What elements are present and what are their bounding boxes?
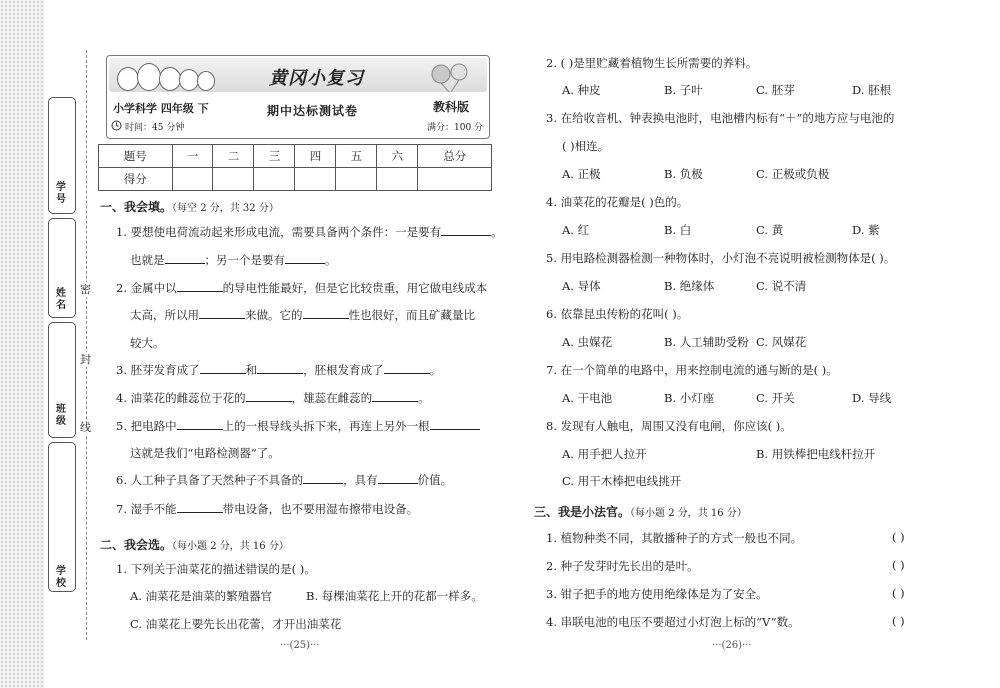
section1-heading: 一、我会填。 <box>100 200 173 214</box>
choice-option[interactable]: D. 胚根 <box>852 83 892 97</box>
time-limit: 时间：45 分钟 <box>125 123 185 133</box>
question-text: 。 <box>325 253 337 267</box>
question-text: 。 <box>491 225 503 239</box>
score-input-cell[interactable] <box>418 168 492 191</box>
choice-option[interactable]: C. 开关 <box>756 391 795 405</box>
question-text: 4. 油菜花的雌蕊位于花的 <box>116 391 246 405</box>
fill-question-5-cont: 这就是我们“电路检测器”了。 <box>130 446 280 460</box>
answer-blank[interactable] <box>303 472 343 484</box>
seal-line <box>86 50 87 640</box>
choice-question-8: 8. 发现有人触电，周围又没有电闸，你应该( )。 <box>546 419 792 433</box>
fill-question-2-end: 较大。 <box>130 336 165 350</box>
choice-option[interactable]: C. 正极或负极 <box>756 167 830 181</box>
answer-blank[interactable] <box>177 418 223 430</box>
page-number-text: 25 <box>293 640 307 651</box>
edition-label: 教科版 <box>433 100 470 114</box>
judge-item-2: 2. 种子发芽时先长出的是叶。 <box>546 559 699 573</box>
choice-option[interactable]: D. 紫 <box>852 223 880 237</box>
choice-option[interactable]: A. 虫媒花 <box>562 335 613 349</box>
score-input-cell[interactable] <box>172 168 213 191</box>
score-input-cell[interactable] <box>295 168 336 191</box>
choice-option[interactable]: D. 导线 <box>852 391 892 405</box>
choice-question-6: 6. 依靠昆虫传粉的花叫( )。 <box>546 307 689 321</box>
section1-title <box>100 198 279 215</box>
fill-question-6 <box>116 472 452 488</box>
score-cell: 总分 <box>418 145 492 168</box>
question-text: ，雄蕊在雌蕊的 <box>291 391 373 405</box>
score-table-header-row <box>99 145 492 168</box>
answer-blank[interactable] <box>257 362 303 374</box>
seal-char-mi: 密 <box>80 283 91 296</box>
choice-option[interactable]: C. 说不清 <box>756 279 807 293</box>
choice-question-4: 4. 油菜花的花瓣是( )色的。 <box>546 195 689 209</box>
seal-char-feng: 封 <box>80 353 91 366</box>
page-number-left: ···(25)··· <box>280 640 320 651</box>
brand-banner <box>109 58 487 92</box>
fill-question-1-cont <box>130 252 337 268</box>
section2-title <box>100 536 289 553</box>
question-text: 。 <box>418 391 430 405</box>
question-text: 也就是 <box>130 253 165 267</box>
fill-question-2-cont <box>130 307 475 323</box>
section3-title <box>534 503 747 520</box>
choice-option[interactable]: B. 用铁棒把电线杆拉开 <box>756 447 876 461</box>
clock-icon <box>111 120 122 131</box>
choice-question-3: 3. 在给收音机、钟表换电池时，电池槽内标有“＋”的地方应与电池的 <box>546 111 895 125</box>
choice-option[interactable]: C. 油菜花上要先长出花蕾，才开出油菜花 <box>130 617 342 631</box>
answer-blank[interactable] <box>430 418 480 430</box>
answer-blank[interactable] <box>441 224 491 236</box>
brand-title: 黄冈小复习 <box>269 68 364 89</box>
judge-answer-paren[interactable]: ( ) <box>892 558 905 572</box>
question-text: 太高，所以用 <box>130 308 199 322</box>
choice-question-7: 7. 在一个简单的电路中，用来控制电流的通与断的是( )。 <box>546 363 838 377</box>
kids-illustration <box>115 61 215 91</box>
score-cell: 题号 <box>99 145 173 168</box>
fill-question-1 <box>116 224 503 240</box>
choice-option[interactable]: A. 正极 <box>562 167 601 181</box>
margin-pattern <box>0 0 44 688</box>
fill-question-4 <box>116 390 430 406</box>
answer-blank[interactable] <box>200 362 246 374</box>
score-input-cell[interactable] <box>377 168 418 191</box>
page-number-right: ···(26)··· <box>712 640 752 651</box>
balloon-hearts-icon <box>427 62 477 92</box>
judge-answer-paren[interactable]: ( ) <box>892 530 905 544</box>
judge-answer-paren[interactable]: ( ) <box>892 614 905 628</box>
fill-question-7 <box>116 501 418 517</box>
answer-blank[interactable] <box>378 472 418 484</box>
question-text: 1. 要想使电荷流动起来形成电流，需要具备两个条件：一是要有 <box>116 225 442 239</box>
page-number-text: 26 <box>725 640 739 651</box>
fill-question-2 <box>116 280 487 296</box>
choice-option[interactable]: B. 绝缘体 <box>664 279 715 293</box>
choice-option[interactable]: C. 胚芽 <box>756 83 795 97</box>
choice-option[interactable]: B. 小灯座 <box>664 391 715 405</box>
score-row-label: 得分 <box>99 168 173 191</box>
question-text: 价值。 <box>417 473 453 487</box>
score-cell: 一 <box>172 145 213 168</box>
answer-blank[interactable] <box>384 362 430 374</box>
answer-blank[interactable] <box>246 390 292 402</box>
score-cell: 五 <box>336 145 377 168</box>
choice-question-2: 2. ( )是里贮藏着植物生长所需要的养料。 <box>546 56 758 70</box>
question-text: 性也很好，而且矿藏量比 <box>348 308 475 322</box>
judge-item-3: 3. 钳子把手的地方使用绝缘体是为了安全。 <box>546 587 768 601</box>
question-text: 6. 人工种子具备了天然种子不具备的 <box>116 473 304 487</box>
fill-question-3 <box>116 362 441 378</box>
answer-blank[interactable] <box>165 252 205 264</box>
question-text: 7. 湿手不能 <box>116 502 177 516</box>
score-input-cell[interactable] <box>254 168 295 191</box>
exam-header <box>106 55 490 139</box>
choice-option[interactable]: A. 种皮 <box>562 83 601 97</box>
section1-note: （每空 2 分，共 32 分） <box>172 203 279 214</box>
choice-option[interactable]: C. 黄 <box>756 223 784 237</box>
score-table-score-row <box>99 168 492 191</box>
choice-option[interactable]: A. 导体 <box>562 279 601 293</box>
subject-grade: 小学科学 四年级 下 <box>113 102 209 115</box>
question-text: 3. 胚芽发育成了 <box>116 363 200 377</box>
student-id-label: 学号 <box>56 182 66 205</box>
answer-blank[interactable] <box>177 501 223 513</box>
question-text: 上的一根导线头拆下来，再连上另外一根 <box>222 419 430 433</box>
answer-blank[interactable] <box>285 252 325 264</box>
section2-note: （每小题 2 分，共 16 分） <box>172 541 289 552</box>
score-cell: 六 <box>377 145 418 168</box>
judge-item-4: 4. 串联电池的电压不要超过小灯泡上标的“V”数。 <box>546 615 800 629</box>
choice-question-1: 1. 下列关于油菜花的描述错误的是( )。 <box>116 562 316 576</box>
section3-heading: 三、我是小法官。 <box>534 505 631 519</box>
question-text: 。 <box>429 363 442 377</box>
class-label: 班级 <box>56 404 66 427</box>
full-score: 满分：100 分 <box>427 123 484 133</box>
question-text: 5. 把电路中 <box>116 419 177 433</box>
fill-question-5 <box>116 418 480 434</box>
school-label: 学校 <box>56 566 66 589</box>
question-text: ，具有 <box>343 473 378 487</box>
score-table <box>98 144 492 191</box>
judge-item-1: 1. 植物种类不同，其散播种子的方式一般也不同。 <box>546 531 803 545</box>
answer-blank[interactable] <box>372 390 418 402</box>
section2-heading: 二、我会选。 <box>100 538 173 552</box>
judge-answer-paren[interactable]: ( ) <box>892 586 905 600</box>
section3-note: （每小题 2 分，共 16 分） <box>630 508 747 519</box>
choice-option[interactable]: C. 风媒花 <box>756 335 807 349</box>
score-cell: 三 <box>254 145 295 168</box>
question-text: 来做。它的 <box>245 308 303 322</box>
question-text: 2. 金属中以 <box>116 281 177 295</box>
exam-title: 期中达标测试卷 <box>267 104 359 118</box>
choice-option[interactable]: B. 每棵油菜花上开的花都一样多。 <box>306 589 483 603</box>
choice-option[interactable]: A. 干电池 <box>562 391 613 405</box>
question-text: ；另一个是要有 <box>204 253 285 267</box>
choice-option[interactable]: B. 白 <box>664 223 692 237</box>
question-text: 的导电性能最好，但是它比较贵重，用它做电线成本 <box>222 281 488 295</box>
score-input-cell[interactable] <box>336 168 377 191</box>
choice-option[interactable]: B. 负极 <box>664 167 703 181</box>
score-input-cell[interactable] <box>213 168 254 191</box>
answer-blank[interactable] <box>177 280 223 292</box>
answer-blank[interactable] <box>303 307 349 319</box>
answer-blank[interactable] <box>199 307 245 319</box>
choice-option[interactable]: A. 红 <box>562 223 590 237</box>
question-text: ，胚根发育成了 <box>303 363 384 377</box>
choice-option[interactable]: B. 人工辅助受粉 <box>664 335 749 349</box>
name-label: 姓名 <box>56 288 66 311</box>
choice-question-5: 5. 用电路检测器检测一种物体时，小灯泡不亮说明被检测物体是( )。 <box>546 251 896 265</box>
choice-option[interactable]: A. 用手把人拉开 <box>562 447 647 461</box>
choice-option[interactable]: A. 油菜花是油菜的繁殖器官 <box>130 589 273 603</box>
question-text: 和 <box>245 363 258 377</box>
seal-char-xian: 线 <box>80 421 91 434</box>
score-cell: 四 <box>295 145 336 168</box>
question-text: 带电设备，也不要用湿布擦带电设备。 <box>222 502 419 516</box>
choice-option[interactable]: B. 子叶 <box>664 83 703 97</box>
score-cell: 二 <box>213 145 254 168</box>
choice-option[interactable]: C. 用干木棒把电线挑开 <box>562 474 682 488</box>
choice-question-3-cont: ( )相连。 <box>562 139 610 153</box>
